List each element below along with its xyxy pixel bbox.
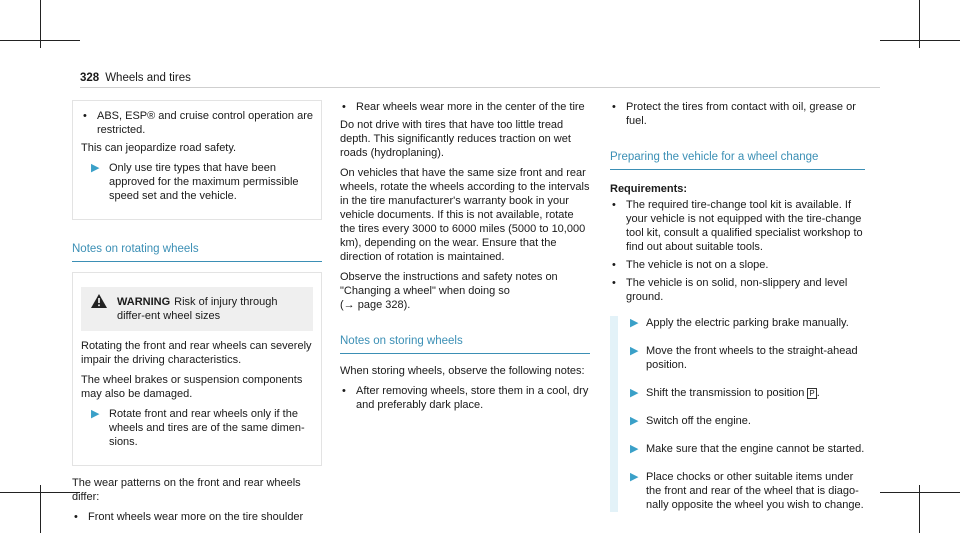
instruction-step	[630, 442, 865, 456]
list-item: • ABS, ESP® and cruise control operation are restricted.	[81, 109, 313, 137]
warning-label: WARNING	[117, 296, 171, 308]
section-heading: Preparing the vehicle for a wheel change	[610, 150, 865, 170]
instruction-step	[81, 407, 313, 449]
paragraph: On vehicles that have the same size front and rear wheels, rotate the wheels according to the intervals in the tire manufacturer's warranty book in your vehicle documents. If this is not available, rotate the tires every 3000 to 6000 miles (5000 to 10,000 km), depending on the wear. Ensure that the direction of rotation is maintained.	[340, 167, 590, 263]
arrow-icon: ▶	[630, 471, 639, 483]
paragraph: This can jeopardize road safety.	[81, 142, 237, 154]
steps-list	[610, 316, 865, 512]
step-text: Place chocks or other suitable items under the front and rear of the wheel that is diago-nally opposite the wheel you wish to change.	[646, 471, 864, 511]
instruction-step: ▶ Shift the transmission to position P .	[630, 387, 820, 399]
paragraph: The wear patterns on the front and rear wheels differ:	[72, 477, 301, 503]
step-text: Move the front wheels to the straight-ahead position.	[646, 345, 858, 371]
warning-box	[72, 272, 322, 466]
column-2	[340, 100, 590, 416]
list-item: • After removing wheels, store them in a cool, dry and preferably dark place.	[340, 384, 590, 412]
instruction-step	[630, 316, 865, 330]
info-box	[72, 100, 322, 220]
step-text: Make sure that the engine cannot be started.	[646, 443, 865, 455]
crop-mark	[880, 40, 960, 41]
arrow-icon: ▶	[630, 317, 639, 329]
paragraph	[340, 270, 590, 312]
arrow-icon: ▶	[630, 387, 639, 399]
section-title: Wheels and tires	[105, 72, 191, 84]
instruction-step	[630, 414, 865, 428]
step-text: Only use tire types that have been approved for the maximum permissible speed set and the vehicle.	[109, 162, 299, 202]
paragraph-text: Observe the instructions and safety notes on "Changing a wheel" when doing so	[340, 271, 558, 297]
list-item: • The required tire-change tool kit is available. If your vehicle is not equipped with the tire-change tool kit, consult a qualified specialist workshop to find out about suitable tools.	[610, 198, 865, 254]
step-text: Shift the transmission to position	[646, 387, 805, 399]
list-item: • The vehicle is not on a slope.	[610, 258, 865, 272]
instruction-step	[81, 161, 313, 203]
page-reference-link[interactable]: (→ page 328).	[340, 299, 411, 311]
column-3	[610, 100, 865, 520]
warning-text: Risk of injury through differ-ent wheel sizes	[117, 296, 278, 322]
step-text: Rotate front and rear wheels only if the wheels and tires are of the same dimen-sions.	[109, 408, 305, 448]
section-heading: Notes on storing wheels	[340, 334, 590, 354]
gear-p-symbol: P	[809, 389, 815, 398]
paragraph: Do not drive with tires that have too little tread depth. This significantly reduces traction on wet roads (hydroplaning).	[340, 119, 571, 159]
arrow-icon: ▶	[91, 408, 100, 420]
page-number: 328	[80, 72, 100, 84]
list-item: • Front wheels wear more on the tire shoulder	[72, 510, 322, 524]
arrow-icon: ▶	[630, 415, 639, 427]
page-header	[80, 72, 191, 84]
warning-banner	[81, 287, 313, 331]
paragraph: When storing wheels, observe the following notes:	[340, 365, 585, 377]
crop-mark	[880, 492, 960, 493]
column-1	[72, 100, 322, 528]
list-item: • Rear wheels wear more in the center of the tire	[340, 100, 590, 114]
instruction-step	[630, 470, 865, 512]
requirements-label: Requirements:	[610, 183, 688, 195]
arrow-icon: ▶	[91, 162, 100, 174]
instruction-step	[630, 344, 865, 372]
arrow-icon: ▶	[630, 443, 639, 455]
list-item: • Protect the tires from contact with oil, grease or fuel.	[610, 100, 865, 128]
paragraph: The wheel brakes or suspension components may also be damaged.	[81, 374, 303, 400]
warning-icon	[91, 294, 107, 308]
paragraph: Rotating the front and rear wheels can severely impair the driving characteristics.	[81, 340, 312, 366]
step-text: Switch off the engine.	[646, 415, 751, 427]
list-item: • The vehicle is on solid, non-slippery and level ground.	[610, 276, 865, 304]
step-text: Apply the electric parking brake manually.	[646, 317, 849, 329]
crop-mark	[0, 40, 80, 41]
header-rule	[80, 87, 880, 88]
crop-mark	[0, 492, 80, 493]
arrow-icon: ▶	[630, 345, 639, 357]
section-heading: Notes on rotating wheels	[72, 242, 322, 262]
